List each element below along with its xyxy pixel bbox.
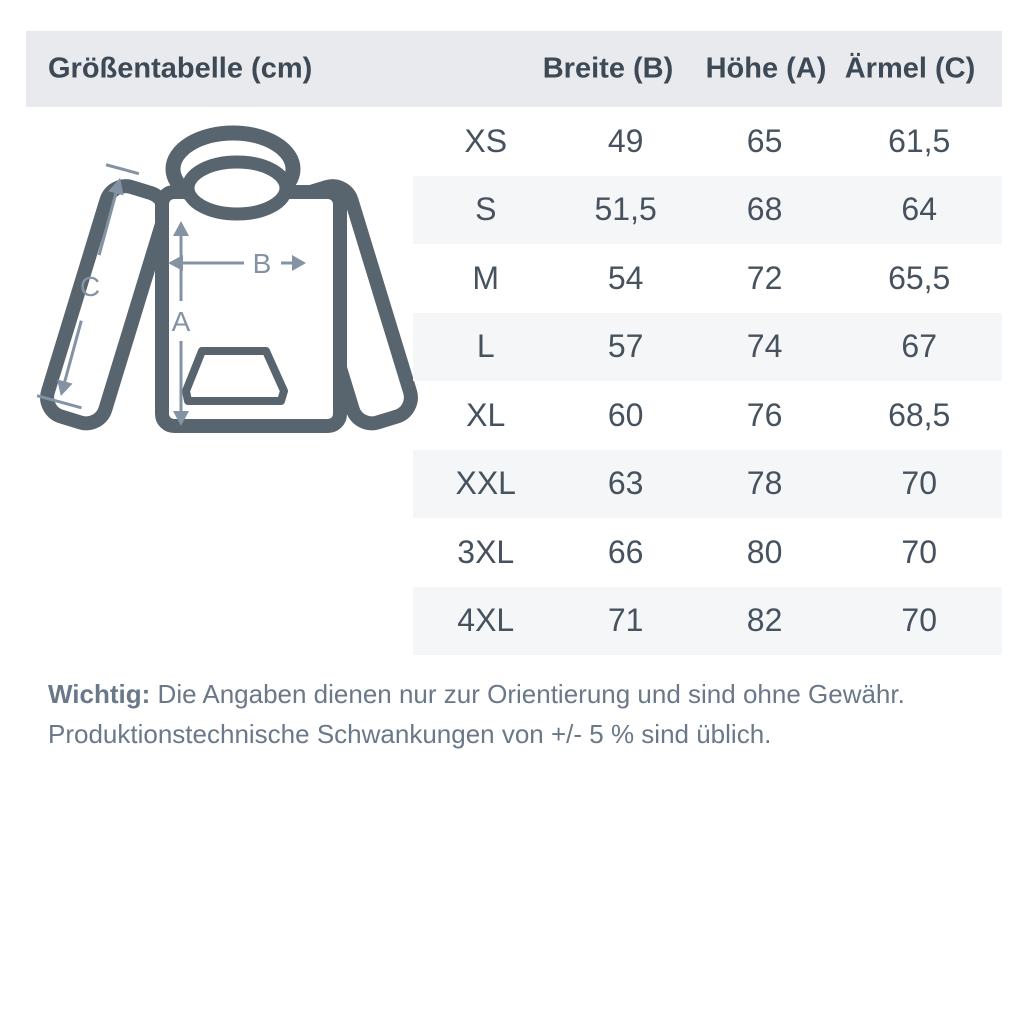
hoehe-cell: 82 (746, 602, 783, 639)
breite-cell: 49 (607, 122, 644, 159)
hoehe-cell: 80 (746, 533, 783, 570)
aermel-cell: 64 (901, 191, 937, 228)
aermel-cell: 61,5 (888, 122, 951, 159)
aermel-cell: 67 (901, 328, 937, 365)
measure-b-label: B (252, 248, 272, 279)
page-title: Größentabelle (cm) (48, 52, 313, 85)
aermel-cell: 70 (901, 533, 937, 570)
table-row (413, 176, 1002, 245)
breite-cell: 71 (607, 602, 644, 639)
breite-cell: 54 (607, 259, 644, 296)
table-row (413, 313, 1002, 382)
hoodie-measurement-diagram (30, 118, 430, 470)
hoehe-cell: 74 (746, 328, 783, 365)
breite-cell: 66 (607, 533, 644, 570)
size-cell: XXL (455, 465, 516, 502)
table-row (413, 450, 1002, 519)
table-row (413, 244, 1002, 313)
hoehe-cell: 76 (746, 396, 783, 433)
measure-a-label: A (171, 306, 191, 337)
breite-cell: 60 (607, 396, 644, 433)
table-header-band (26, 31, 1002, 107)
size-cell: XS (464, 122, 508, 159)
hoehe-cell: 68 (746, 191, 783, 228)
hoehe-cell: 78 (746, 465, 783, 502)
table-row (413, 518, 1002, 587)
size-cell: M (472, 259, 500, 296)
breite-cell: 63 (607, 465, 644, 502)
aermel-cell: 70 (901, 602, 937, 639)
aermel-cell: 70 (901, 465, 937, 502)
aermel-cell: 68,5 (888, 396, 951, 433)
size-cell: 3XL (457, 533, 515, 570)
hoehe-cell: 72 (746, 259, 783, 296)
size-cell: L (476, 328, 495, 365)
note-line1: Die Angaben dienen nur zur Orientierung und sind ohne Gewähr. (157, 679, 905, 709)
column-header-breite: Breite (B) (542, 52, 674, 85)
breite-cell: 51,5 (594, 191, 657, 228)
measure-c-label: C (79, 271, 101, 302)
size-cell: S (475, 191, 497, 228)
aermel-cell: 65,5 (888, 259, 951, 296)
table-row (413, 587, 1002, 656)
column-header-hoehe: Höhe (A) (705, 52, 827, 85)
note-label: Wichtig: (48, 679, 151, 709)
size-cell: 4XL (457, 602, 515, 639)
column-header-aermel: Ärmel (C) (844, 52, 976, 85)
size-table (413, 107, 1002, 655)
disclaimer-note (48, 674, 978, 754)
hood-inner-ring (188, 162, 286, 214)
pocket-outline (186, 351, 284, 401)
table-row (413, 107, 1002, 176)
breite-cell: 57 (607, 328, 644, 365)
note-line2: Produktionstechnische Schwankungen von +/- 5 % sind üblich. (48, 719, 772, 749)
table-row (413, 381, 1002, 450)
hoehe-cell: 65 (746, 122, 783, 159)
size-cell: XL (466, 396, 506, 433)
